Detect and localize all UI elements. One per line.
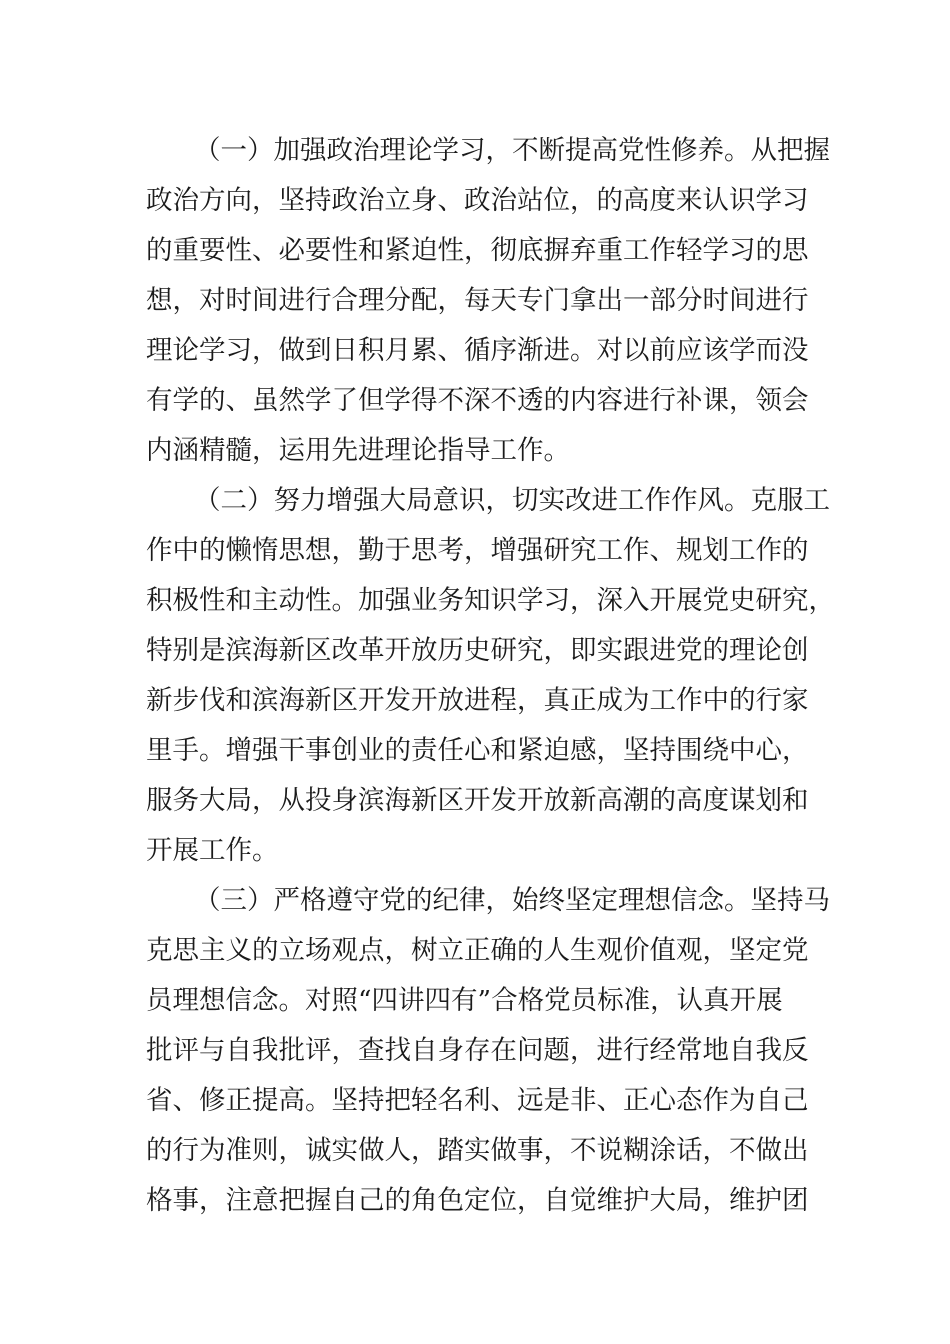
text-line: （一）加强政治理论学习，不断提高党性修养。从把握	[194, 135, 830, 166]
text-line: 理论学习，做到日积月累、循序渐进。对以前应该学而没	[146, 335, 809, 366]
text-line: 积极性和主动性。加强业务知识学习，深入开展党史研究，	[146, 585, 835, 616]
paragraph-1	[146, 126, 830, 476]
text-line: 想，对时间进行合理分配，每天专门拿出一部分时间进行	[146, 285, 809, 316]
text-line: 有学的、虽然学了但学得不深不透的内容进行补课，领会	[146, 385, 809, 416]
text-line: 省、修正提高。坚持把轻名利、远是非、正心态作为自己	[146, 1085, 809, 1116]
text-line: 作中的懒惰思想，勤于思考，增强研究工作、规划工作的	[146, 535, 809, 566]
text-line: 新步伐和滨海新区开发开放进程，真正成为工作中的行家	[146, 685, 809, 716]
text-line: 政治方向，坚持政治立身、政治站位，的高度来认识学习	[146, 185, 809, 216]
text-line: 的重要性、必要性和紧迫性，彻底摒弃重工作轻学习的思	[146, 235, 809, 266]
text-line: （二）努力增强大局意识，切实改进工作作风。克服工	[194, 485, 830, 516]
text-line: 的行为准则，诚实做人，踏实做事，不说糊涂话，不做出	[146, 1135, 809, 1166]
paragraph-3	[146, 876, 830, 1226]
text-line: 内涵精髓，运用先进理论指导工作。	[146, 435, 570, 466]
document-body	[146, 126, 835, 1226]
text-line: 开展工作。	[146, 835, 279, 866]
text-line: 克思主义的立场观点，树立正确的人生观价值观，坚定党	[146, 935, 809, 966]
text-line: 里手。增强干事创业的责任心和紧迫感，坚持围绕中心，	[146, 735, 809, 766]
text-line: 特别是滨海新区改革开放历史研究，即实跟进党的理论创	[146, 635, 809, 666]
text-line: 服务大局，从投身滨海新区开发开放新高潮的高度谋划和	[146, 785, 809, 816]
text-line: （三）严格遵守党的纪律，始终坚定理想信念。坚持马	[194, 885, 830, 916]
text-line: 格事，注意把握自己的角色定位，自觉维护大局，维护团	[146, 1185, 809, 1216]
text-line: 批评与自我批评，查找自身存在问题，进行经常地自我反	[146, 1035, 809, 1066]
text-line: 员理想信念。对照“四讲四有”合格党员标准，认真开展	[146, 985, 783, 1016]
paragraph-2	[146, 476, 835, 876]
